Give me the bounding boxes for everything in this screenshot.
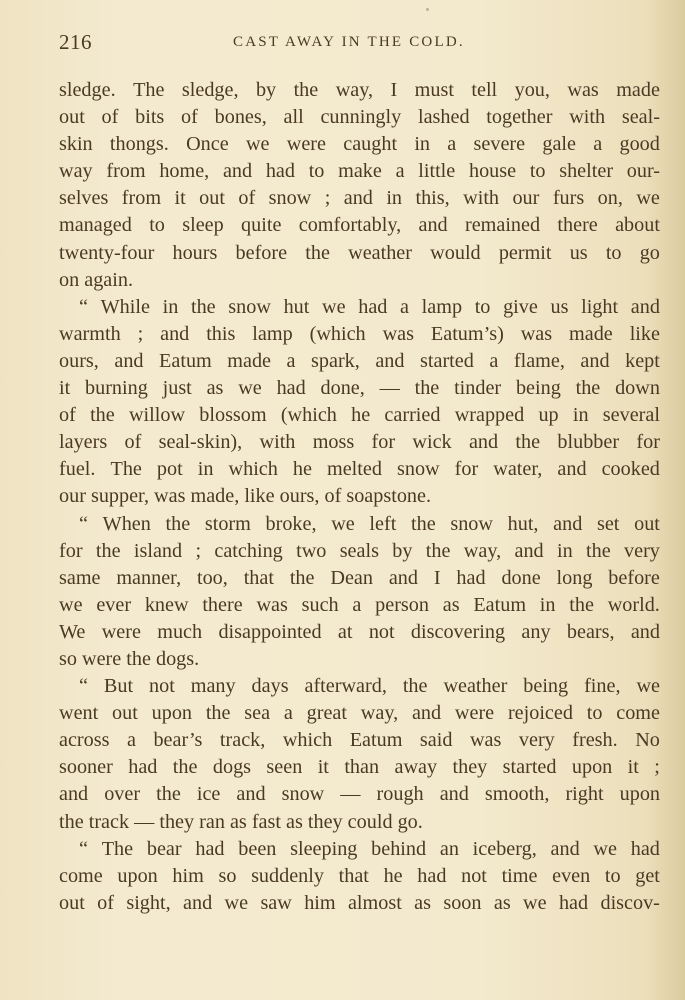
text-line: same manner, too, that the Dean and I had done long before <box>59 566 660 589</box>
text-line: our supper, was made, like ours, of soapstone. <box>59 485 432 508</box>
text-line: come upon him so suddenly that he had not time even to get <box>59 864 660 887</box>
text-line: of the willow blossom (which he carried wrapped up in several <box>59 404 660 427</box>
text-line: layers of seal-skin), with moss for wick and the blubber for <box>59 431 660 454</box>
body-text <box>59 77 660 917</box>
text-line: so were the dogs. <box>59 647 200 670</box>
running-title: CAST AWAY IN THE COLD. <box>233 34 465 50</box>
text-line: We were much disappointed at not discovering any bears, and <box>59 620 660 643</box>
text-line: skin thongs. Once we were caught in a severe gale a good <box>59 133 660 156</box>
text-line: way from home, and had to make a little house to shelter our- <box>59 160 660 183</box>
paper-speck <box>426 8 429 11</box>
text-line: for the island ; catching two seals by the way, and in the very <box>59 539 660 562</box>
text-line: ours, and Eatum made a spark, and started a flame, and kept <box>59 349 660 372</box>
text-line: fuel. The pot in which he melted snow for water, and cooked <box>59 458 660 481</box>
text-line: on again. <box>59 268 133 291</box>
text-line: went out upon the sea a great way, and were rejoiced to come <box>59 702 660 725</box>
text-line: “ The bear had been sleeping behind an iceberg, and we had <box>79 837 660 860</box>
text-line: twenty-four hours before the weather would permit us to go <box>59 241 660 264</box>
text-line: the track — they ran as fast as they could go. <box>59 810 423 833</box>
page-number: 216 <box>59 30 92 54</box>
text-line: selves from it out of snow ; and in this, with our furs on, we <box>59 187 660 210</box>
text-line: “ But not many days afterward, the weather being fine, we <box>79 675 660 698</box>
text-line: out of sight, and we saw him almost as soon as we had discov- <box>59 891 660 914</box>
text-line: “ When the storm broke, we left the snow hut, and set out <box>79 512 660 535</box>
page-header <box>59 30 659 58</box>
text-line: across a bear’s track, which Eatum said was very fresh. No <box>59 729 660 752</box>
text-line: and over the ice and snow — rough and smooth, right upon <box>59 783 660 806</box>
text-line: warmth ; and this lamp (which was Eatum’s) was made like <box>59 322 660 345</box>
text-line: it burning just as we had done, — the tinder being the down <box>59 377 660 400</box>
text-line: we ever knew there was such a person as Eatum in the world. <box>59 593 660 616</box>
text-line: out of bits of bones, all cunningly lashed together with seal- <box>59 106 660 129</box>
text-line: “ While in the snow hut we had a lamp to give us light and <box>79 295 660 318</box>
text-line: managed to sleep quite comfortably, and remained there about <box>59 214 660 237</box>
text-line: sooner had the dogs seen it than away they started upon it ; <box>59 756 660 779</box>
text-line: sledge. The sledge, by the way, I must tell you, was made <box>59 79 660 101</box>
